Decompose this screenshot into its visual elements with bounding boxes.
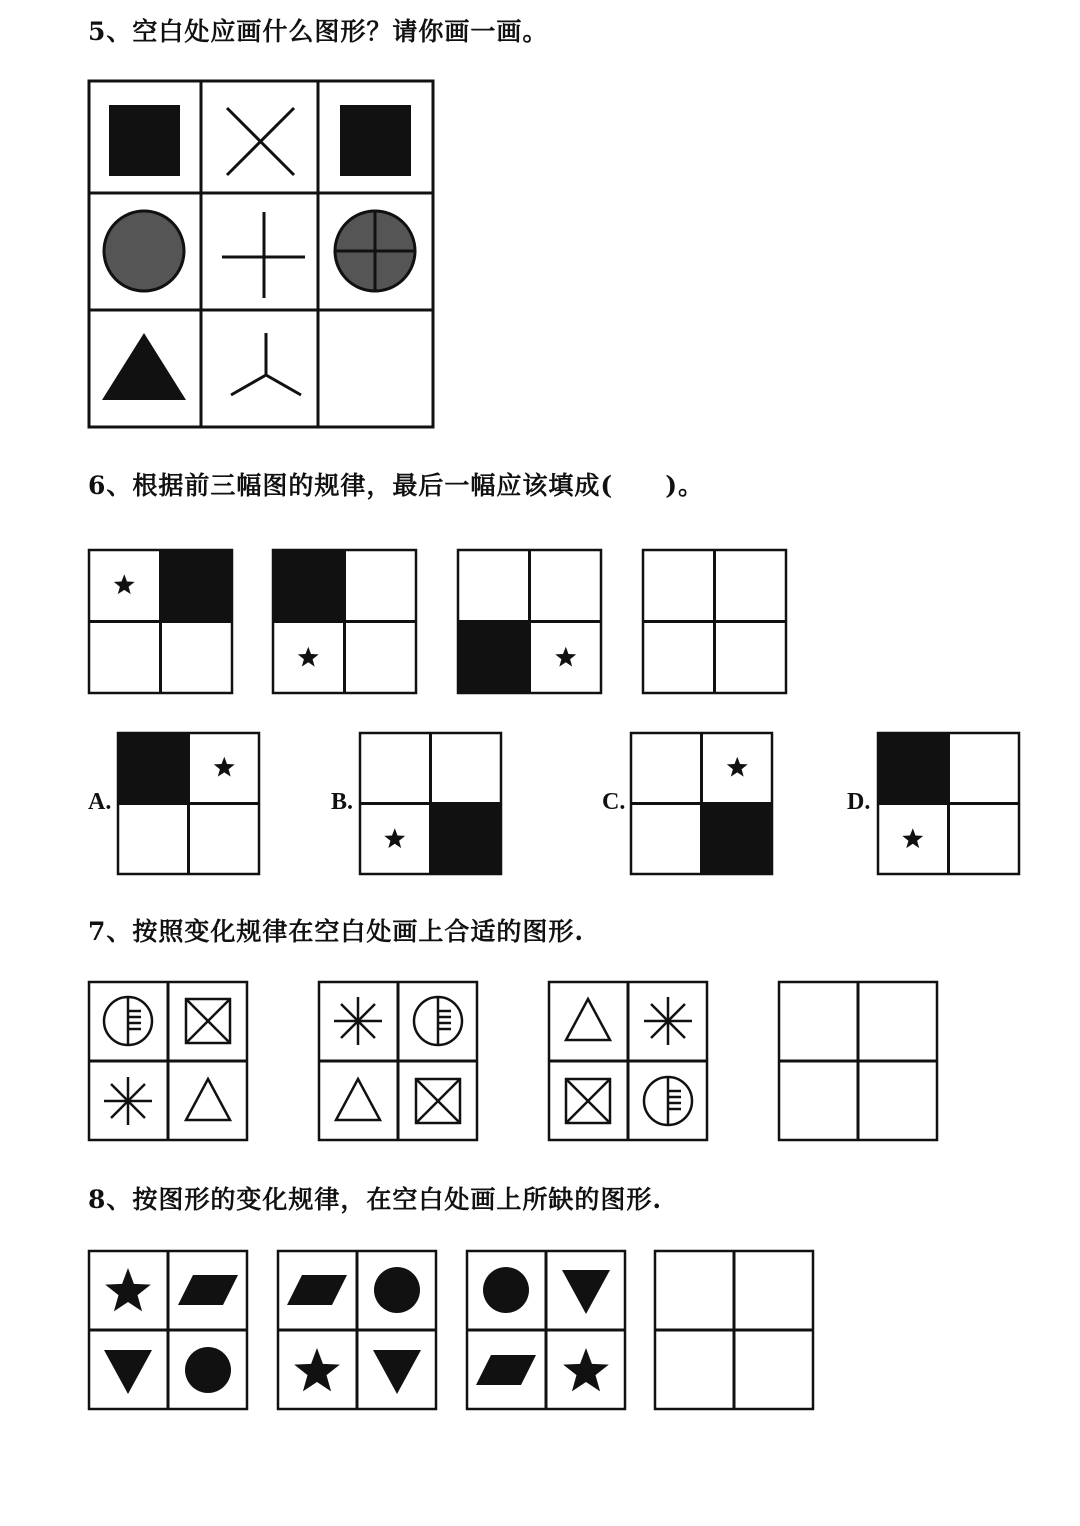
question-8-title: 8、按图形的变化规律，在空白处画上所缺的图形. <box>88 1185 663 1214</box>
question-7-title: 7、按照变化规律在空白处画上合适的图形. <box>88 917 585 946</box>
option-d-label[interactable]: D. <box>847 789 871 815</box>
black-quadrant <box>272 549 345 622</box>
asterisk-icon <box>104 1077 152 1125</box>
q6-option-c[interactable] <box>630 732 773 875</box>
option-b-label[interactable]: B. <box>331 789 354 815</box>
option-a-label[interactable]: A. <box>88 789 112 815</box>
gray-circle-icon <box>104 211 184 291</box>
black-quadrant <box>161 549 234 622</box>
q6-option-d[interactable] <box>877 732 1020 875</box>
q6-option-a[interactable] <box>117 732 260 875</box>
black-quadrant <box>877 732 949 804</box>
circle-icon <box>374 1267 420 1313</box>
question-6-title: 6、根据前三幅图的规律，最后一幅应该填成( )。 <box>88 471 705 500</box>
q7-answer-blank[interactable] <box>778 981 938 1141</box>
q6-sequence-2 <box>272 549 417 694</box>
q7-panel-3 <box>548 981 708 1141</box>
black-quadrant <box>431 804 503 876</box>
q6-option-b[interactable] <box>359 732 502 875</box>
q8-panel-2 <box>277 1250 437 1410</box>
asterisk-icon <box>334 997 382 1045</box>
q7-panel-1 <box>88 981 248 1141</box>
question-5-title: 5、空白处应画什么图形？请你画一画。 <box>88 17 549 46</box>
q8-panel-1 <box>88 1250 248 1410</box>
asterisk-icon <box>644 997 692 1045</box>
circle-icon <box>185 1347 231 1393</box>
q6-answer-blank[interactable] <box>642 549 787 694</box>
q6-sequence-3 <box>457 549 602 694</box>
q8-panel-3 <box>466 1250 626 1410</box>
blank-cell[interactable] <box>321 313 431 425</box>
black-quadrant <box>702 804 774 876</box>
gray-circle-cross-icon <box>335 211 415 291</box>
black-square-icon <box>340 105 411 176</box>
black-quadrant <box>117 732 189 804</box>
q6-sequence-1 <box>88 549 233 694</box>
question-5-grid <box>88 80 434 428</box>
option-c-label[interactable]: C. <box>602 789 626 815</box>
q7-panel-2 <box>318 981 478 1141</box>
circle-icon <box>483 1267 529 1313</box>
black-square-icon <box>109 105 180 176</box>
q8-answer-blank[interactable] <box>654 1250 814 1410</box>
black-quadrant <box>457 622 530 695</box>
